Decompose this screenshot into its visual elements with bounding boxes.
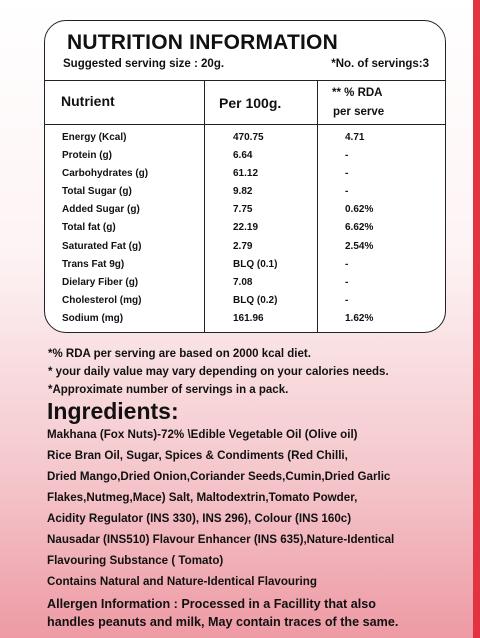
rda-value: 4.71 — [345, 132, 365, 143]
nutrient-name: Cholesterol (mg) — [62, 294, 142, 306]
nutrient-row — [45, 238, 445, 256]
allergen-line: Allergen Information : Processed in a Facillity that also — [47, 597, 376, 611]
per-100g-value: 2.79 — [233, 240, 253, 252]
rda-value: 2.54% — [345, 240, 374, 252]
rda-value: 0.62% — [345, 204, 374, 216]
nutrient-row — [45, 292, 445, 310]
footnote-rda: *% RDA per serving are based on 2000 kcal diet. — [48, 348, 311, 360]
serving-size: Suggested serving size : 20g. — [63, 58, 225, 70]
header-nutrient: Nutrient — [61, 93, 115, 109]
divider-header — [45, 124, 445, 125]
accent-band — [473, 0, 480, 638]
nutrient-row — [45, 256, 445, 274]
nutrient-name: Total fat (g) — [62, 222, 116, 234]
nutrition-title: NUTRITION INFORMATION — [67, 31, 338, 54]
rda-value: - — [345, 294, 349, 306]
per-100g-value: BLQ (0.2) — [233, 294, 278, 306]
rda-value: 1.62% — [345, 312, 374, 324]
ingredient-line: Makhana (Fox Nuts)-72% \Edible Vegetable Oil (Olive oil) — [47, 428, 358, 441]
rda-value: - — [345, 276, 349, 288]
nutrient-row — [45, 274, 445, 292]
allergen-info — [47, 595, 398, 631]
nutrient-name: Energy (Kcal) — [62, 132, 127, 143]
ingredient-line: Acidity Regulator (INS 330), INS 296), Colour (INS 160c) — [47, 512, 352, 525]
per-100g-value: 22.19 — [233, 222, 259, 234]
rda-value: - — [345, 186, 349, 198]
divider-top — [45, 80, 445, 81]
ingredient-line: Contains Natural and Nature-Identical Flavouring — [47, 575, 317, 588]
per-100g-value: 9.82 — [233, 186, 253, 198]
rda-value: - — [345, 258, 349, 270]
footnote-servings: *Approximate number of servings in a pack. — [48, 384, 289, 396]
ingredient-line: Flavouring Substance ( Tomato) — [47, 554, 224, 567]
per-100g-value: 6.64 — [233, 150, 253, 162]
ingredient-line: Rice Bran Oil, Sugar, Spices & Condiments (Red Chilli, — [47, 449, 348, 462]
nutrient-rows — [45, 129, 445, 328]
nutrition-panel — [44, 20, 446, 333]
footnote-daily-value: * your daily value may vary depending on your calories needs. — [48, 366, 389, 378]
rda-value: - — [345, 168, 349, 180]
nutrient-name: Dielary Fiber (g) — [62, 276, 139, 288]
ingredients-list — [47, 424, 467, 592]
nutrient-name: Total Sugar (g) — [62, 186, 132, 198]
nutrient-row — [45, 219, 445, 237]
per-100g-value: 470.75 — [233, 132, 264, 143]
nutrient-row — [45, 147, 445, 165]
ingredients-heading: Ingredients: — [47, 398, 179, 424]
per-100g-value: BLQ (0.1) — [233, 258, 278, 270]
per-100g-value: 7.75 — [233, 204, 253, 216]
serving-info — [63, 58, 429, 70]
ingredient-line: Nausadar (INS510) Flavour Enhancer (INS 635),Nature-Identical — [47, 533, 395, 546]
allergen-line: handles peanuts and milk, May contain traces of the same. — [47, 615, 399, 629]
per-100g-value: 7.08 — [233, 276, 253, 288]
nutrient-row — [45, 310, 445, 328]
nutrient-row — [45, 201, 445, 219]
rda-value: - — [345, 150, 349, 162]
nutrient-name: Saturated Fat (g) — [62, 240, 142, 252]
header-per-100g: Per 100g. — [219, 95, 282, 111]
ingredient-line: Dried Mango,Dried Onion,Coriander Seeds,Cumin,Dried Garlic — [47, 470, 391, 483]
footnotes — [48, 345, 389, 399]
nutrient-name: Protein (g) — [62, 150, 112, 162]
nutrient-name: Sodium (mg) — [62, 312, 124, 324]
header-rda-line1: ** % RDA — [332, 87, 383, 99]
nutrient-row — [45, 129, 445, 147]
header-rda-line2: per serve — [333, 106, 385, 118]
nutrient-name: Added Sugar (g) — [62, 204, 140, 216]
nutrient-name: Carbohydrates (g) — [62, 168, 149, 180]
ingredient-line: Flakes,Nutmeg,Mace) Salt, Maltodextrin,Tomato Powder, — [47, 491, 358, 504]
nutrient-row — [45, 165, 445, 183]
rda-value: 6.62% — [345, 222, 374, 234]
nutrient-name: Trans Fat 9g) — [62, 258, 125, 270]
servings-count: *No. of servings:3 — [331, 58, 429, 70]
per-100g-value: 161.96 — [233, 312, 264, 324]
per-100g-value: 61.12 — [233, 168, 259, 180]
nutrient-row — [45, 183, 445, 201]
